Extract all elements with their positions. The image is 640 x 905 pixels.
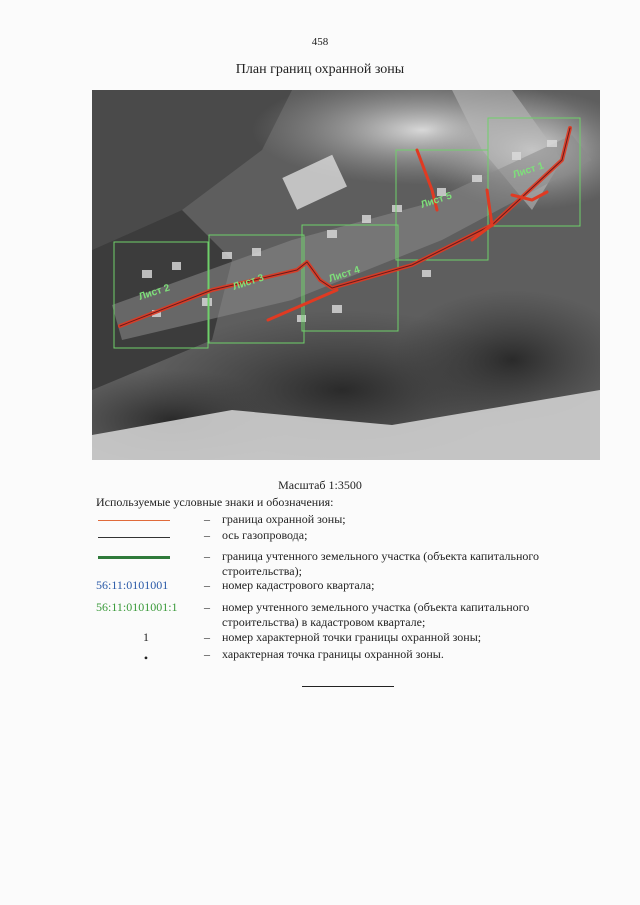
cadastral-quarter-sample: 56:11:0101001 (96, 578, 169, 592)
pipeline-axis-line-icon (98, 537, 170, 538)
legend-dash: – (204, 578, 210, 592)
legend-symbol (96, 549, 196, 564)
legend-dash: – (204, 600, 210, 614)
legend-symbol (96, 578, 196, 593)
legend-text: номер кадастрового квартала; (222, 578, 375, 592)
zone-boundary-line-icon (98, 520, 170, 521)
legend-symbol (96, 630, 196, 645)
sheet-label-2: Лист 2 (137, 282, 172, 303)
legend-text: ось газопровода; (222, 528, 308, 542)
legend-dash: – (204, 647, 210, 661)
sheet-label-3: Лист 3 (231, 272, 266, 293)
legend-dash: – (204, 528, 210, 542)
page-number: 458 (311, 36, 329, 48)
legend-symbol (96, 512, 196, 527)
legend-text: номер характерной точки границы охранной зоны; (222, 630, 482, 644)
legend-symbol (96, 647, 196, 665)
legend-heading: Используемые условные знаки и обозначения: (96, 495, 334, 509)
legend-symbol (96, 528, 196, 543)
sheet-label-1: Лист 1 (511, 160, 546, 181)
aerial-map-image (92, 90, 600, 460)
legend-text: граница учтенного земельного участка (объекта капитального строительства); (222, 549, 540, 578)
sheet-label-5: Лист 5 (419, 190, 454, 211)
legend-dash: – (204, 512, 210, 526)
legend-dash: – (204, 630, 210, 644)
document-title: План границ охранной зоны (235, 62, 405, 77)
land-plot-number-sample: 56:11:0101001:1 (96, 600, 178, 614)
point-number-sample: 1 (143, 630, 149, 644)
land-plot-line-icon (98, 556, 170, 559)
aerial-map[interactable] (92, 90, 600, 460)
legend-symbol (96, 600, 196, 615)
closing-rule (302, 686, 394, 687)
legend-dash: – (204, 549, 210, 563)
sheet-label-4: Лист 4 (327, 264, 362, 285)
point-dot-icon: • (143, 651, 149, 665)
legend-text: граница охранной зоны; (222, 512, 346, 526)
map-scale: Масштаб 1:3500 (278, 478, 362, 492)
legend-text: характерная точка границы охранной зоны. (222, 647, 444, 661)
legend-text: номер учтенного земельного участка (объекта капитального строительства) в кадастровом квартале; (222, 600, 530, 629)
